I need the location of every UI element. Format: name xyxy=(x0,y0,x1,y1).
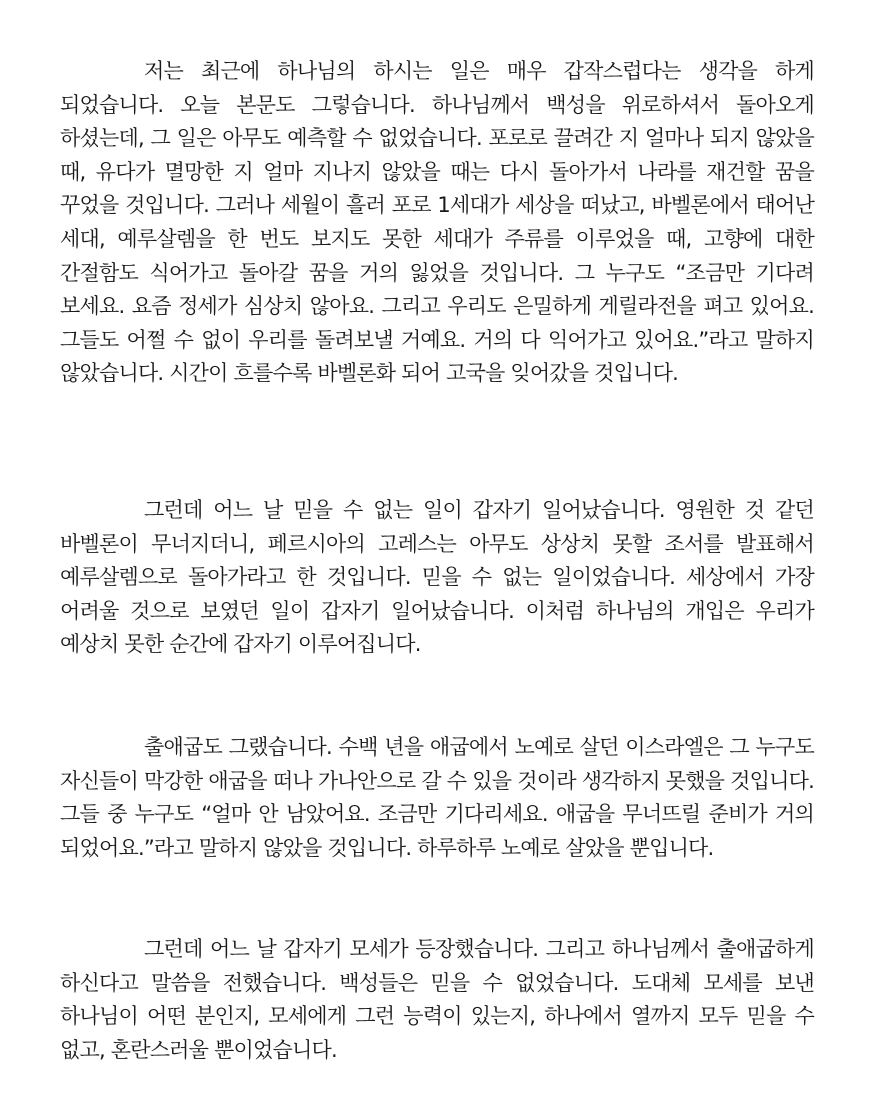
paragraph-4: 그런데 어느 날 갑자기 모세가 등장했습니다. 그리고 하나님께서 출애굽하게 하신다고 말씀을 전했습니다. 백성들은 믿을 수 없었습니다. 도대체 모세를 보낸 하나님이 어떤 분인지, 모세에게 그런 능력이 있는지, 하나에서 열까지 모두 믿을 수 없고, 혼란스러울 뿐이었습니다. xyxy=(60,937,814,1062)
paragraph-3: 출애굽도 그랬습니다. 수백 년을 애굽에서 노예로 살던 이스라엘은 그 누구도 자신들이 막강한 애굽을 떠나 가나안으로 갈 수 있을 것이라 생각하지 못했을 것입니다. 그들 중 누구도 “얼마 안 남았어요. 조금만 기다리세요. 애굽을 무너뜨릴 준비가 거의 되었어요.”라고 말하지 않았을 것입니다. 하루하루 노예로 살았을 뿐입니다. xyxy=(60,735,814,860)
paragraph-2: 그런데 어느 날 믿을 수 없는 일이 갑자기 일어났습니다. 영원한 것 같던 바벨론이 무너지더니, 페르시아의 고레스는 아무도 상상치 못할 조서를 발표해서 예루살렘으로 돌아가라고 한 것입니다. 믿을 수 없는 일이었습니다. 세상에서 가장 어려울 것으로 보였던 일이 갑자기 일어났습니다. 이처럼 하나님의 개입은 우리가 예상치 못한 순간에 갑자기 이루어집니다. xyxy=(60,498,814,657)
paragraph-1: 저는 최근에 하나님의 하시는 일은 매우 갑작스럽다는 생각을 하게 되었습니다. 오늘 본문도 그렇습니다. 하나님께서 백성을 위로하셔서 돌아오게 하셨는데, 그 일은 아무도 예측할 수 없었습니다. 포로로 끌려간 지 얼마나 되지 않았을 때, 유다가 멸망한 지 얼마 지나지 않았을 때는 다시 돌아가서 나라를 재건할 꿈을 꾸었을 것입니다. 그러나 세월이 흘러 포로 1세대가 세상을 떠났고, 바벨론에서 태어난 세대, 예루살렘을 한 번도 보지도 못한 세대가 주류를 이루었을 때, 고향에 대한 간절함도 식어가고 돌아갈 꿈을 거의 잃었을 것입니다. 그 누구도 “조금만 기다려 보세요. 요즘 정세가 심상치 않아요. 그리고 우리도 은밀하게 게릴라전을 펴고 있어요. 그들도 어쩔 수 없이 우리를 돌려보낼 거예요. 거의 다 익어가고 있어요.”라고 말하지 않았습니다. 시간이 흐를수록 바벨론화 되어 고국을 잊어갔을 것입니다. xyxy=(60,59,814,386)
